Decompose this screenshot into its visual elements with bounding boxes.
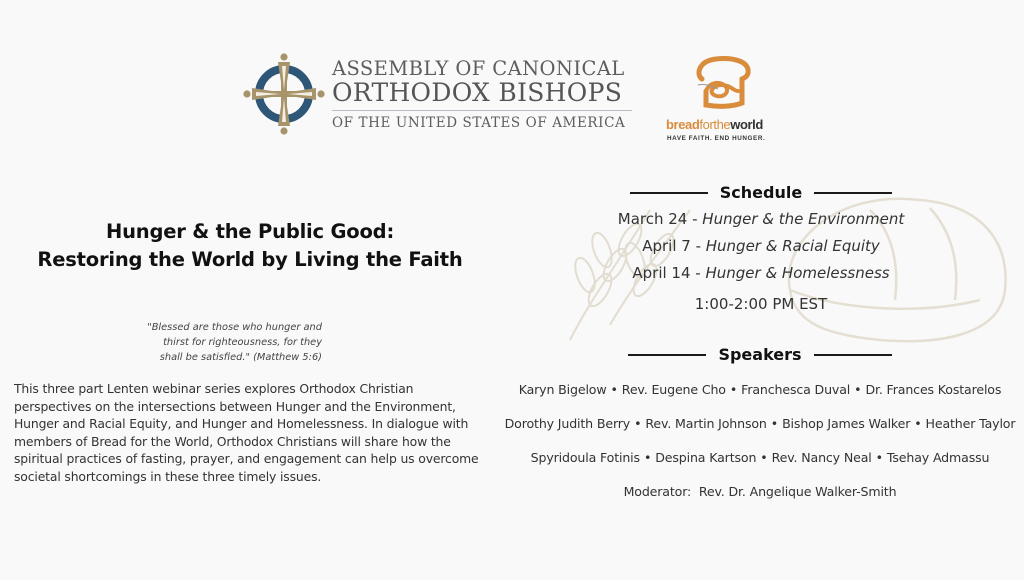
speaker-name: Heather Taylor — [925, 416, 1016, 431]
schedule-date: March 24 - — [617, 210, 703, 228]
scripture-quote — [140, 320, 322, 365]
heading-rule-right — [814, 354, 892, 356]
bread-loaf-icon — [692, 55, 754, 111]
title-line-2: Restoring the World by Living the Faith — [37, 248, 463, 271]
quote-line-1: "Blessed are those who hunger and — [147, 322, 322, 333]
title-line-1: Hunger & the Public Good: — [105, 220, 395, 243]
speaker-name: Franchesca Duval — [741, 382, 851, 397]
bftw-wordmark: breadfortheworld — [666, 117, 763, 132]
speakers-heading — [496, 345, 1024, 364]
speaker-name: Tsehay Admassu — [886, 450, 990, 465]
schedule-topic: Hunger & Racial Equity — [705, 237, 880, 255]
schedule-item — [560, 260, 962, 287]
schedule-heading — [560, 183, 962, 202]
series-description: This three part Lenten webinar series explores Orthodox Christian perspectives on the intersections between Hunger and the Environment, Hunger and Racial Equity, and Hunger and Homelessness. In dialogue with members of Bread for the World, Orthodox Christians will share how the spiritual practices of fasting, prayer, and engagement can help us overcome societal shortcomings in these three timely issues. — [14, 381, 479, 484]
separator-dot: • — [643, 450, 652, 465]
heading-rule-right — [814, 192, 892, 194]
acob-logo — [242, 52, 642, 136]
speakers-section — [496, 345, 1024, 500]
separator-dot: • — [729, 382, 738, 397]
speaker-name: Spyridoula Fotinis — [530, 450, 640, 465]
speaker-name: Rev. Martin Johnson — [645, 416, 767, 431]
speaker-name: Despina Kartson — [655, 450, 757, 465]
speaker-row — [496, 449, 1024, 466]
quote-line-3: shall be satisfied." (Matthew 5:6) — [159, 352, 322, 363]
event-title — [10, 218, 490, 274]
schedule-heading-label: Schedule — [719, 183, 803, 202]
separator-dot: • — [854, 382, 862, 397]
bftw-tagline: HAVE FAITH. END HUNGER. — [667, 135, 766, 142]
schedule-section — [560, 183, 962, 317]
acob-divider — [332, 110, 632, 111]
speaker-name: Rev. Nancy Neal — [771, 450, 872, 465]
speaker-row — [496, 415, 1024, 432]
schedule-item — [560, 206, 962, 233]
orthodox-cross-emblem-icon — [242, 52, 326, 136]
speaker-name: Dr. Frances Kostarelos — [865, 382, 1002, 397]
speaker-name: Bishop James Walker — [782, 416, 911, 431]
separator-dot: • — [875, 450, 883, 465]
schedule-item — [560, 233, 962, 260]
speaker-name: Karyn Bigelow — [518, 382, 607, 397]
schedule-date: April 7 - — [642, 237, 706, 255]
quote-line-2: thirst for righteousness, for they — [163, 337, 322, 348]
speaker-name: Dorothy Judith Berry — [504, 416, 631, 431]
schedule-topic: Hunger & Homelessness — [705, 264, 890, 282]
bread-for-the-world-logo — [664, 55, 782, 145]
schedule-topic: Hunger & the Environment — [702, 210, 905, 228]
acob-name-line1: ASSEMBLY OF CANONICAL — [332, 57, 625, 80]
heading-rule-left — [628, 354, 706, 356]
speakers-heading-label: Speakers — [718, 345, 802, 364]
separator-dot: • — [770, 416, 779, 431]
moderator: Moderator: Rev. Dr. Angelique Walker-Smith — [623, 484, 897, 499]
separator-dot: • — [914, 416, 922, 431]
speaker-row — [496, 381, 1024, 398]
speaker-name: Rev. Eugene Cho — [621, 382, 726, 397]
schedule-date: April 14 - — [632, 264, 706, 282]
schedule-time: 1:00-2:00 PM EST — [694, 295, 828, 313]
acob-name-line3: OF THE UNITED STATES OF AMERICA — [332, 115, 626, 131]
separator-dot: • — [634, 416, 642, 431]
separator-dot: • — [760, 450, 768, 465]
acob-name-line2: ORTHODOX BISHOPS — [332, 78, 623, 107]
heading-rule-left — [630, 192, 708, 194]
separator-dot: • — [610, 382, 618, 397]
schedule-list — [560, 206, 962, 287]
